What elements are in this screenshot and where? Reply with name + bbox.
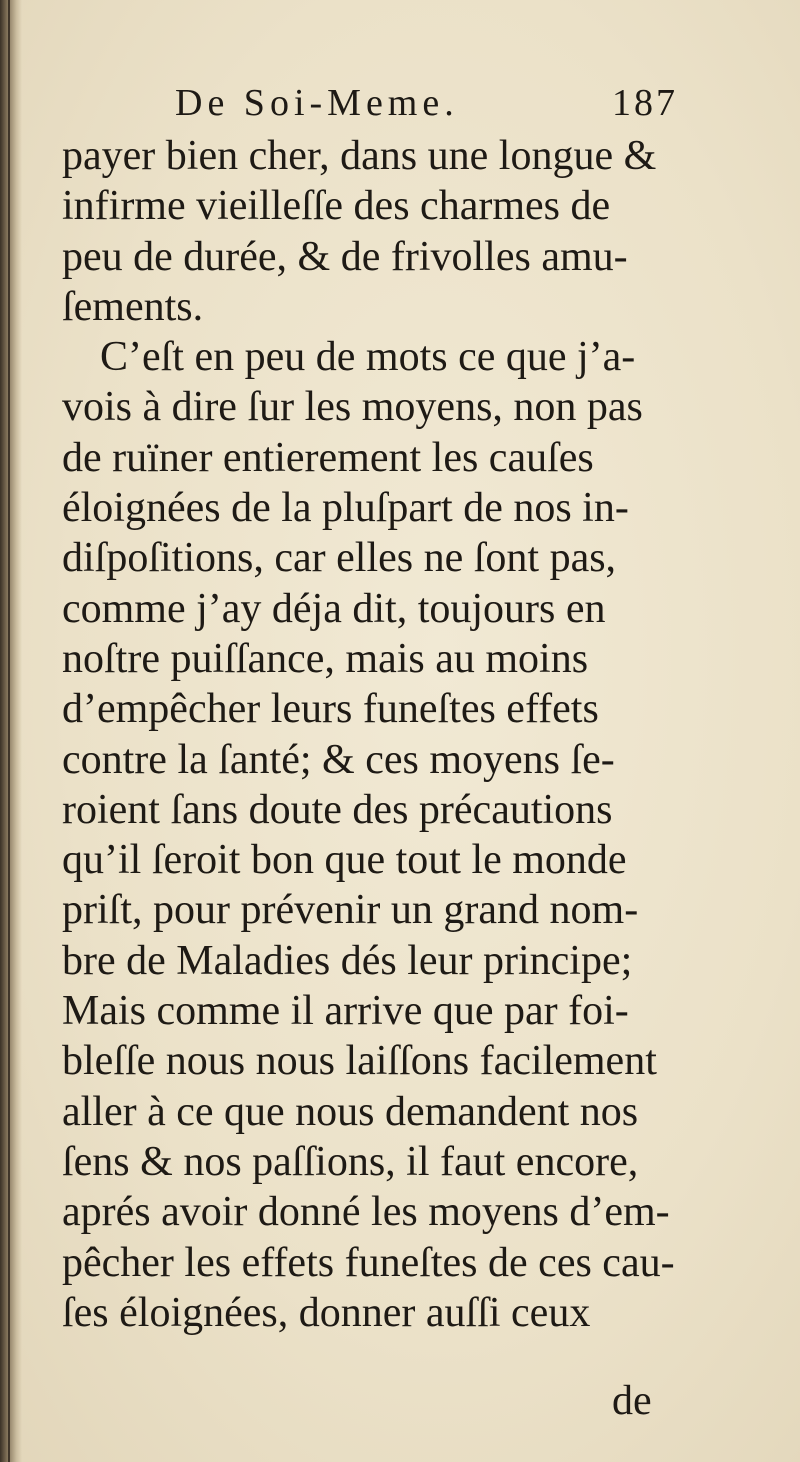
text-line: ſements. <box>62 283 204 330</box>
text-line: vois à dire ſur les moyens, non pas <box>62 384 643 431</box>
running-title: De Soi-Meme. <box>175 82 459 124</box>
text-line: peu de durée, & de frivolles amu- <box>62 233 628 280</box>
paragraph-start-line: C’eſt en peu de mots ce que j’a- <box>100 334 636 381</box>
text-line: roient ſans doute des précautions <box>62 786 613 833</box>
text-line: bre de Maladies dés leur principe; <box>62 937 633 984</box>
text-line: qu’il ſeroit bon que tout le monde <box>62 837 627 884</box>
catchword: de <box>612 1378 652 1424</box>
text-line: priſt, pour prévenir un grand nom- <box>62 887 639 934</box>
text-line: infirme vieilleſſe des charmes de <box>62 183 611 230</box>
text-line: diſpoſitions, car elles ne ſont pas, <box>62 535 617 582</box>
text-line: ſes éloignées, donner auſſi ceux <box>62 1289 591 1336</box>
text-line: ſens & nos paſſions, il faut encore, <box>62 1138 639 1185</box>
text-line: payer bien cher, dans une longue & <box>62 133 657 179</box>
text-line: aprés avoir donné les moyens d’em- <box>62 1189 670 1236</box>
text-line: de ruïner entierement les cauſes <box>62 434 594 481</box>
binding-gutter <box>0 0 22 1462</box>
text-line: aller à ce que nous demandent nos <box>62 1088 639 1135</box>
text-line: contre la ſanté; & ces moyens ſe- <box>62 736 615 783</box>
body-text <box>62 131 702 1338</box>
running-head <box>60 78 700 128</box>
spine-edge <box>8 0 10 1462</box>
text-line: noſtre puiſſance, mais au moins <box>62 635 589 682</box>
text-line: pêcher les effets funeſtes de ces cau- <box>62 1239 675 1286</box>
text-line: bleſſe nous nous laiſſons facilement <box>62 1038 657 1085</box>
text-line: comme j’ay déja dit, toujours en <box>62 585 606 632</box>
text-line: Mais comme il arrive que par foi- <box>62 988 629 1035</box>
page-number: 187 <box>612 82 678 124</box>
text-line: éloignées de la pluſpart de nos in- <box>62 485 629 532</box>
text-line: d’empêcher leurs funeſtes effets <box>62 686 599 733</box>
